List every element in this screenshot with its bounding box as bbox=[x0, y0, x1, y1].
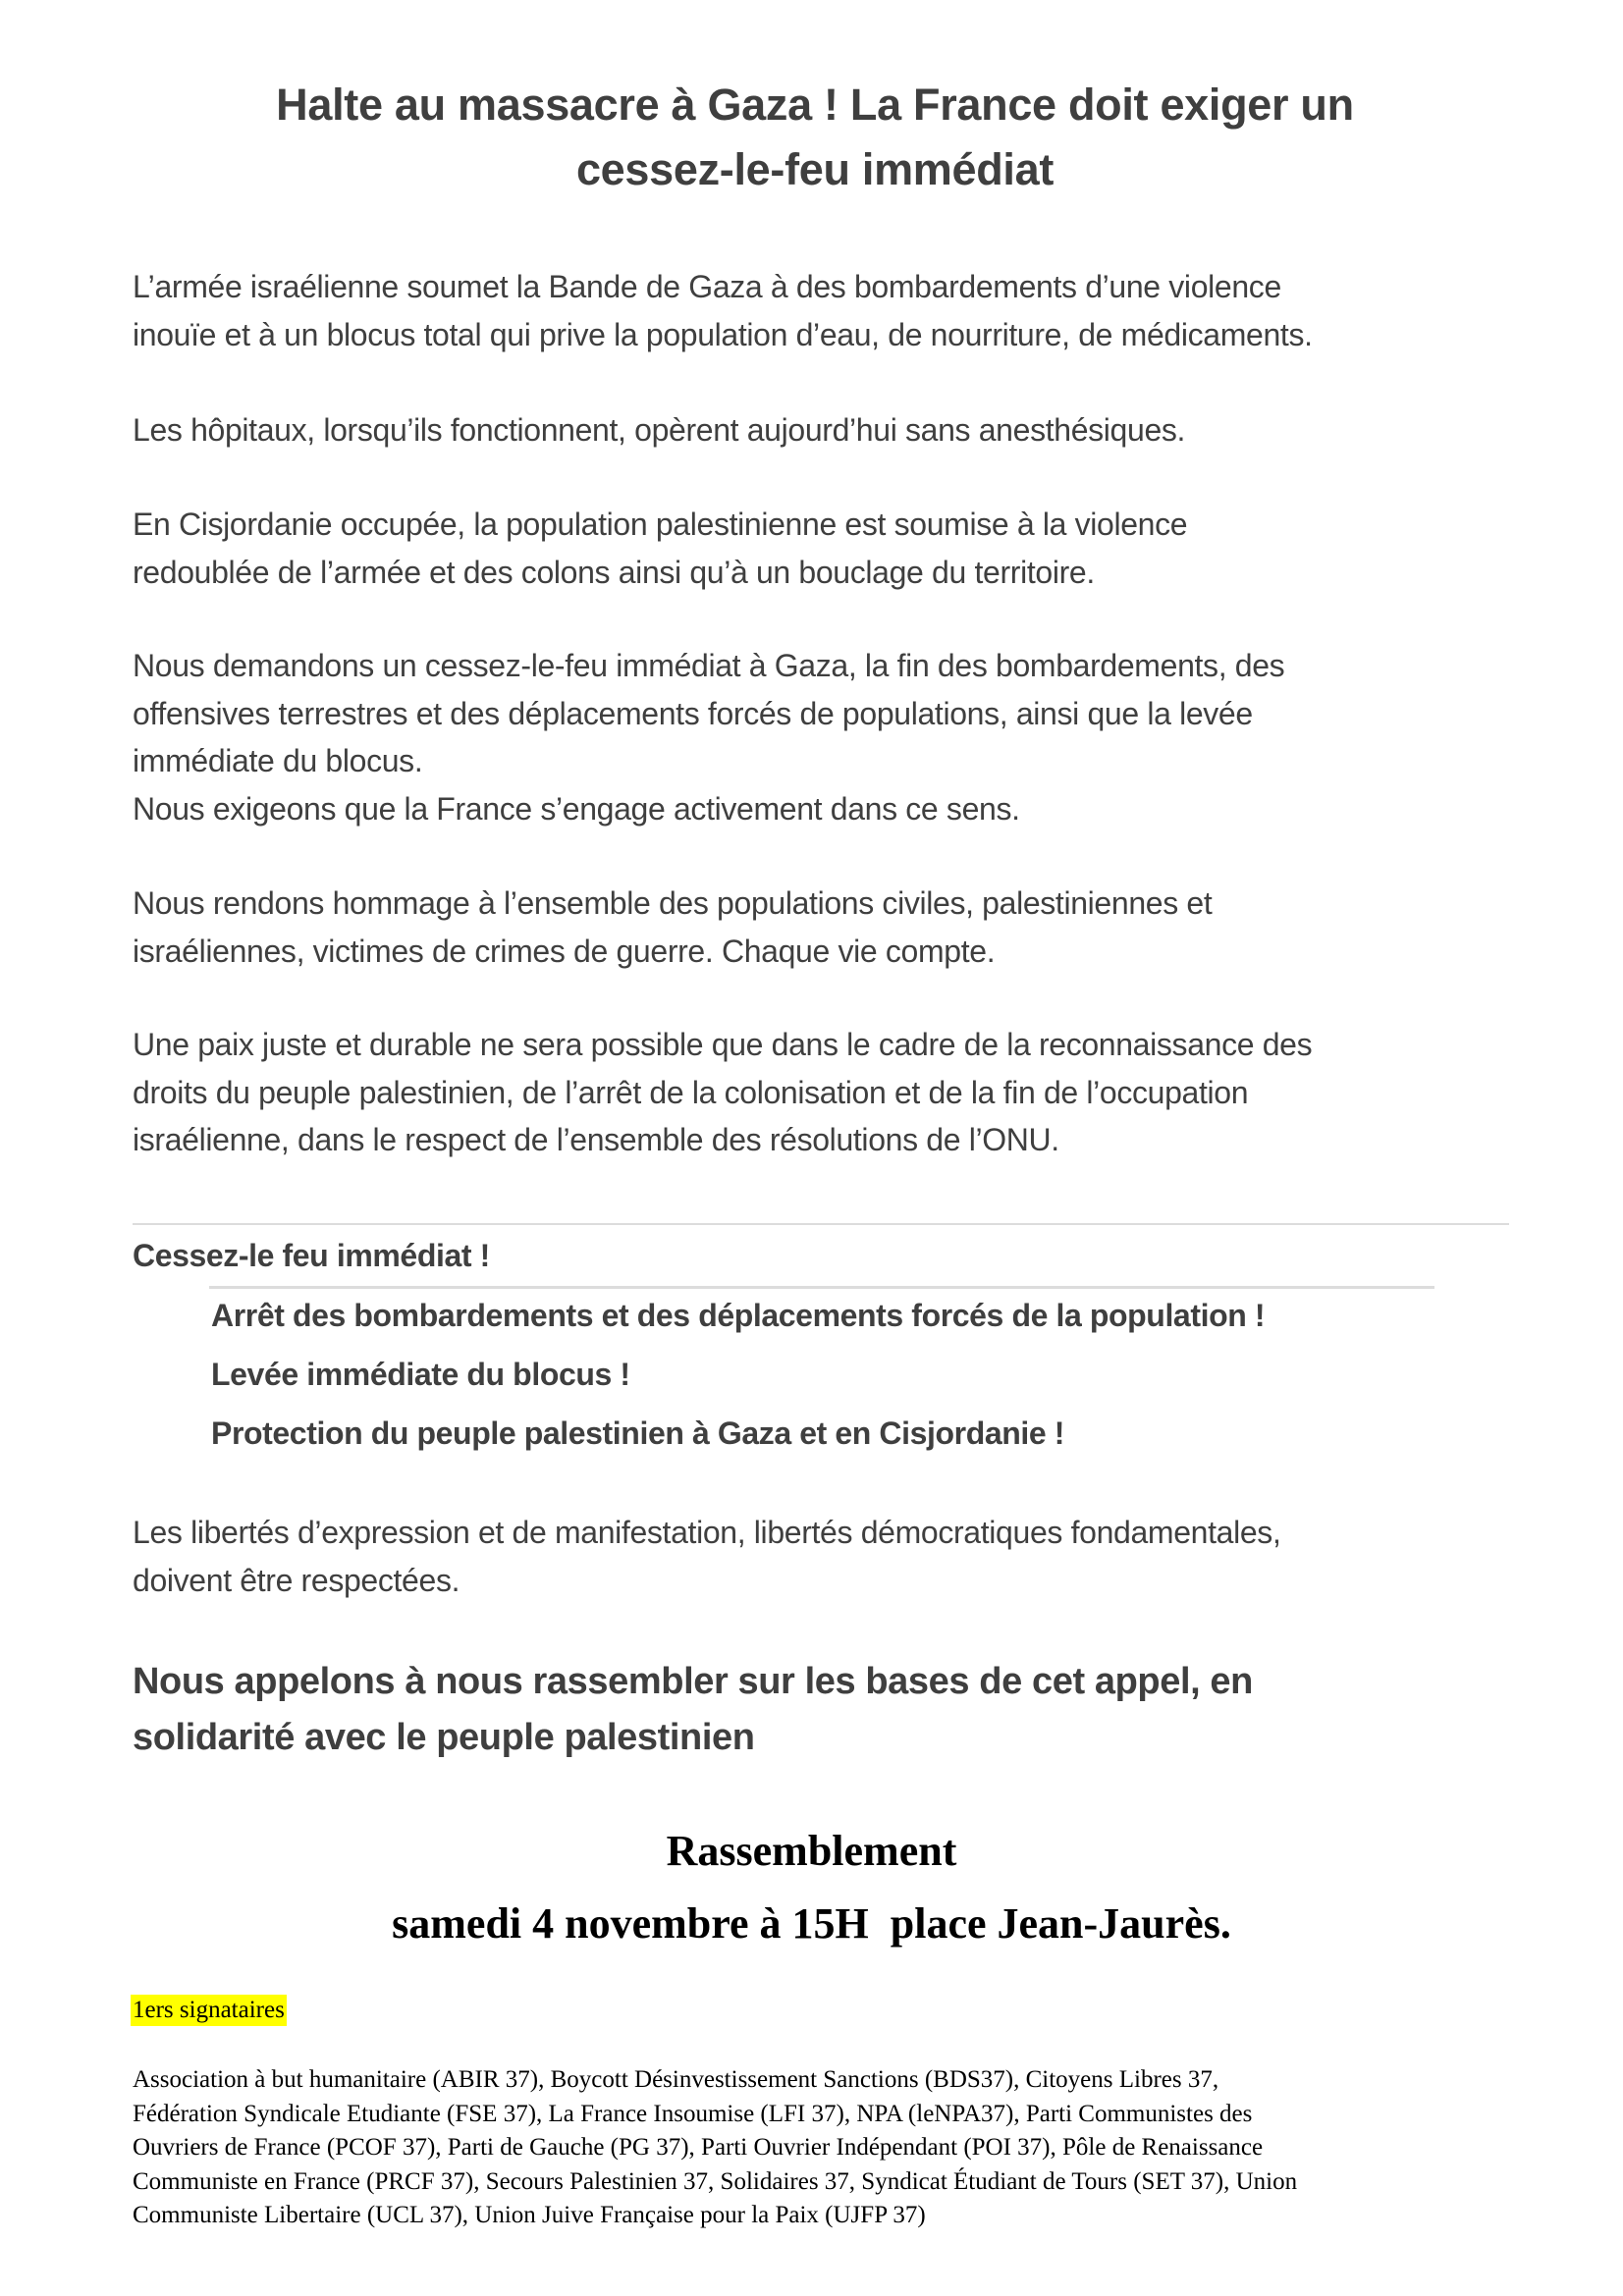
paragraph-tribute bbox=[133, 880, 1527, 975]
signatories-line: Communiste Libertaire (UCL 37), Union Juive Française pour la Paix (UJFP 37) bbox=[133, 2202, 926, 2228]
text-line: immédiate du blocus. bbox=[133, 743, 423, 778]
slogan-item: Levée immédiate du blocus ! bbox=[211, 1357, 630, 1392]
text-line: En Cisjordanie occupée, la population palestinienne est soumise à la violence bbox=[133, 507, 1188, 542]
signatories-line: Fédération Syndicale Etudiante (FSE 37), La France Insoumise (LFI 37), NPA (leNPA37), Parti Communistes des bbox=[133, 2100, 1253, 2127]
paragraph-bombardments bbox=[133, 263, 1527, 358]
paragraph-peace bbox=[133, 1021, 1527, 1164]
slogan-divider bbox=[209, 1286, 1434, 1289]
text-line: doivent être respectées. bbox=[133, 1562, 460, 1598]
title-line: Halte au massacre à Gaza ! La France doit exiger un bbox=[276, 80, 1354, 130]
text-line: L’armée israélienne soumet la Bande de Gaza à des bombardements d’une violence bbox=[133, 269, 1281, 304]
text-line: droits du peuple palestinien, de l’arrêt de la colonisation et de la fin de l’occupation bbox=[133, 1074, 1249, 1110]
title-line: cessez-le-feu immédiat bbox=[575, 144, 1055, 194]
text-line: redoublée de l’armée et des colons ainsi qu’à un bouclage du territoire. bbox=[133, 554, 1095, 590]
rally-heading: Rassemblement bbox=[666, 1827, 957, 1875]
text-line: Nous rendons hommage à l’ensemble des populations civiles, palestiniennes et bbox=[133, 885, 1213, 921]
signatories-line: Association à but humanitaire (ABIR 37), Boycott Désinvestissement Sanctions (BDS37), Citoyens Libres 37, bbox=[133, 2066, 1219, 2093]
rally-details: samedi 4 novembre à 15H place Jean-Jaurès. bbox=[392, 1899, 1231, 1948]
section-divider bbox=[133, 1223, 1509, 1225]
text-line: Nous exigeons que la France s’engage activement dans ce sens. bbox=[133, 790, 1020, 827]
text-line: inouïe et à un blocus total qui prive la population d’eau, de nourriture, de médicaments. bbox=[133, 316, 1313, 352]
text-line: israéliennes, victimes de crimes de guerre. Chaque vie compte. bbox=[133, 933, 996, 969]
paragraph-freedoms bbox=[133, 1509, 1527, 1604]
text-line: Nous demandons un cessez-le-feu immédiat à Gaza, la fin des bombardements, des bbox=[133, 648, 1285, 683]
page-title bbox=[147, 73, 1483, 202]
text-line: offensives terrestres et des déplacements forcés de populations, ainsi que la levée bbox=[133, 695, 1253, 731]
signatories-line: Communiste en France (PRCF 37), Secours Palestinien 37, Solidaires 37, Syndicat Étudiant de Tours (SET 37), Union bbox=[133, 2167, 1298, 2195]
text-line: Les hôpitaux, lorsqu’ils fonctionnent, opèrent aujourd’hui sans anesthésiques. bbox=[133, 412, 1186, 448]
text-line: Les libertés d’expression et de manifestation, libertés démocratiques fondamentales, bbox=[133, 1515, 1281, 1550]
slogan-ceasefire: Cessez-le feu immédiat ! bbox=[133, 1238, 490, 1273]
signatories-label: 1ers signataires bbox=[131, 1995, 287, 2026]
signatories-line: Ouvriers de France (PCOF 37), Parti de Gauche (PG 37), Parti Ouvrier Indépendant (POI 37), Pôle de Renaissance bbox=[133, 2134, 1264, 2161]
call-line: Nous appelons à nous rassembler sur les bases de cet appel, en bbox=[133, 1661, 1253, 1702]
call-to-gather bbox=[133, 1654, 1507, 1766]
call-line: solidarité avec le peuple palestinien bbox=[133, 1717, 755, 1758]
paragraph-hospitals bbox=[133, 406, 1527, 454]
slogan-item: Protection du peuple palestinien à Gaza et en Cisjordanie ! bbox=[211, 1415, 1065, 1451]
paragraph-cisjordanie bbox=[133, 501, 1527, 596]
paragraph-demands bbox=[133, 642, 1527, 832]
slogan-item: Arrêt des bombardements et des déplacements forcés de la population ! bbox=[211, 1298, 1266, 1333]
text-line: israélienne, dans le respect de l’ensemble des résolutions de l’ONU. bbox=[133, 1122, 1059, 1157]
text-line: Une paix juste et durable ne sera possible que dans le cadre de la reconnaissance des bbox=[133, 1027, 1313, 1062]
signatories-list bbox=[133, 2063, 1507, 2233]
